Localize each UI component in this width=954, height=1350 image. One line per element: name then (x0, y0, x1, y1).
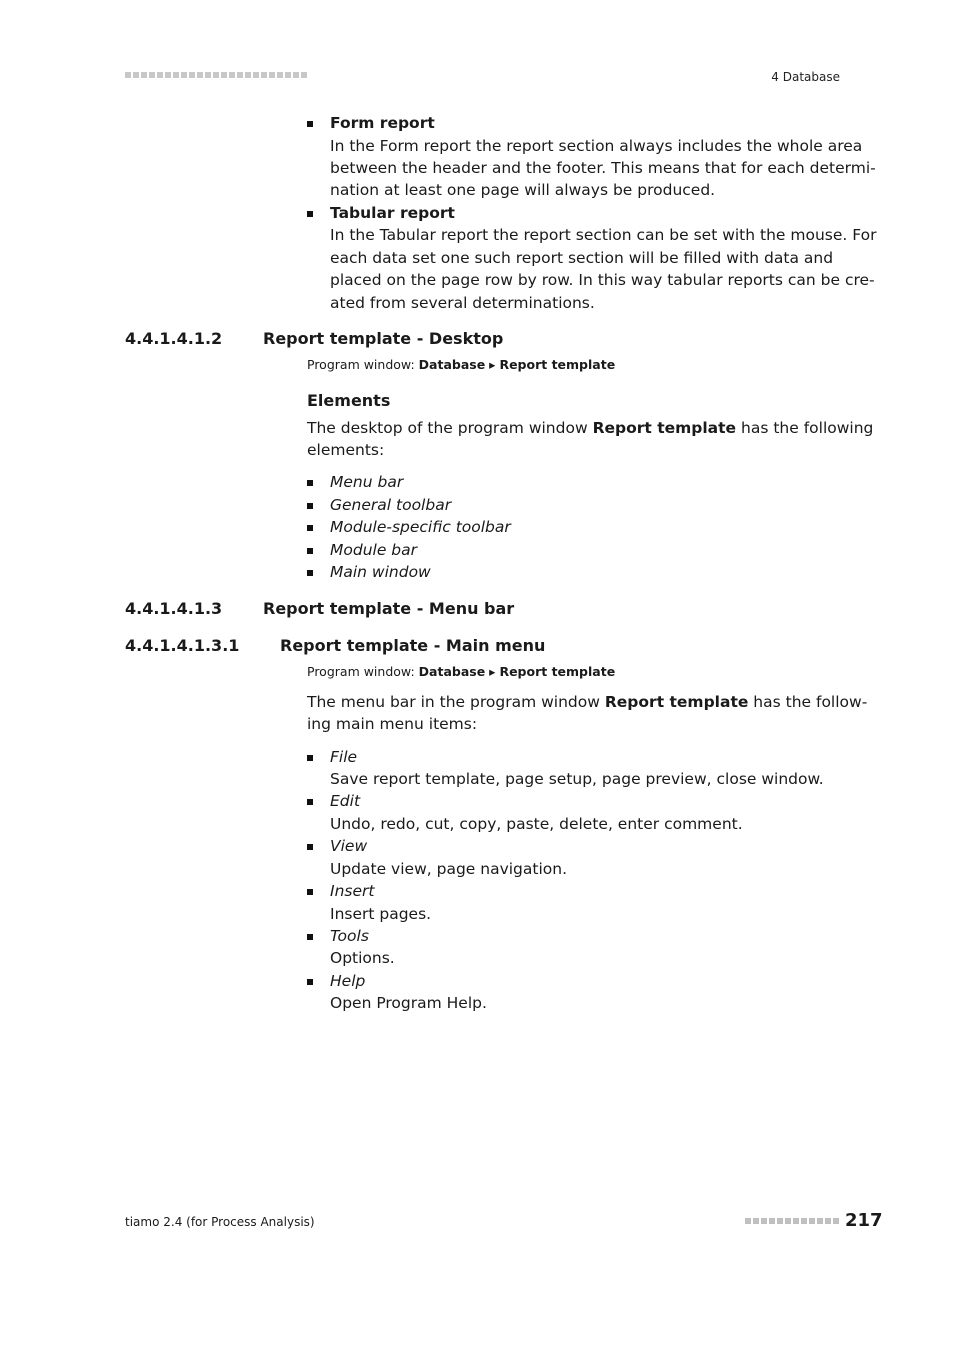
bullet-icon (307, 570, 313, 576)
menu-item-name: Tools (330, 927, 369, 945)
bullet-icon (307, 480, 313, 486)
bullet-icon (307, 121, 313, 127)
bullet-icon (307, 548, 313, 554)
list-item: Module-specific toolbar (330, 518, 511, 536)
list-item: Menu bar (330, 473, 404, 491)
form-report-line-1: In the Form report the report section always includes the whole area (330, 137, 863, 155)
menu-item-desc: Open Program Help. (330, 994, 487, 1012)
mainmenu-intro-line-2: ing main menu items: (307, 715, 478, 733)
elements-heading: Elements (307, 391, 391, 410)
desktop-intro-line-2: elements: (307, 441, 385, 459)
menu-item-desc: Undo, redo, cut, copy, paste, delete, enter comment. (330, 815, 743, 833)
bullet-icon (307, 844, 313, 850)
bullet-icon (307, 889, 313, 895)
bullet-icon (307, 979, 313, 985)
menu-item-name: Help (330, 972, 366, 990)
menu-item-name: View (330, 837, 368, 855)
tabular-report-line-2: each data set one such report section will be filled with data and (330, 249, 834, 267)
tabular-report-line-3: placed on the page row by row. In this way tabular reports can be cre- (330, 271, 875, 289)
tabular-report-line-1: In the Tabular report the report section can be set with the mouse. For (330, 226, 877, 244)
menu-item-desc: Insert pages. (330, 905, 432, 923)
section-number: 4.4.1.4.1.3.1 (125, 636, 240, 655)
program-window-path: Program window: Database ▸ Report template (307, 664, 616, 679)
menu-item-name: Insert (330, 882, 375, 900)
bullet-icon (307, 934, 313, 940)
bullet-icon (307, 755, 313, 761)
list-item: Main window (330, 563, 431, 581)
section-title: Report template - Menu bar (263, 599, 515, 618)
chapter-title: 4 Database (771, 70, 840, 84)
bullet-icon (307, 211, 313, 217)
menu-item-desc: Options. (330, 949, 395, 967)
bullet-icon (307, 799, 313, 805)
menu-item-name: Edit (330, 792, 361, 810)
menu-item-desc: Save report template, page setup, page preview, close window. (330, 770, 824, 788)
arrow-right-icon: ▸ (489, 357, 496, 372)
header-decoration (125, 70, 307, 80)
section-number: 4.4.1.4.1.2 (125, 329, 223, 348)
list-item: General toolbar (330, 496, 452, 514)
tabular-report-line-4: ated from several determinations. (330, 294, 595, 312)
section-number: 4.4.1.4.1.3 (125, 599, 223, 618)
section-title: Report template - Desktop (263, 329, 504, 348)
arrow-right-icon: ▸ (489, 664, 496, 679)
mainmenu-intro: The menu bar in the program window Report template has the follow- (307, 693, 868, 711)
bullet-icon (307, 525, 313, 531)
footer-product: tiamo 2.4 (for Process Analysis) (125, 1215, 315, 1229)
menu-item-desc: Update view, page navigation. (330, 860, 568, 878)
desktop-intro: The desktop of the program window Report template has the following (307, 419, 874, 437)
bullet-icon (307, 503, 313, 509)
tabular-report-title: Tabular report (330, 204, 455, 222)
form-report-line-2: between the header and the footer. This means that for each determi- (330, 159, 876, 177)
form-report-title: Form report (330, 114, 435, 132)
page-number: 217 (845, 1210, 883, 1231)
program-window-path: Program window: Database ▸ Report template (307, 357, 616, 372)
section-title: Report template - Main menu (280, 636, 546, 655)
menu-item-name: File (330, 748, 358, 766)
list-item: Module bar (330, 541, 417, 559)
footer-decoration (745, 1218, 839, 1224)
form-report-line-3: nation at least one page will always be produced. (330, 181, 716, 199)
